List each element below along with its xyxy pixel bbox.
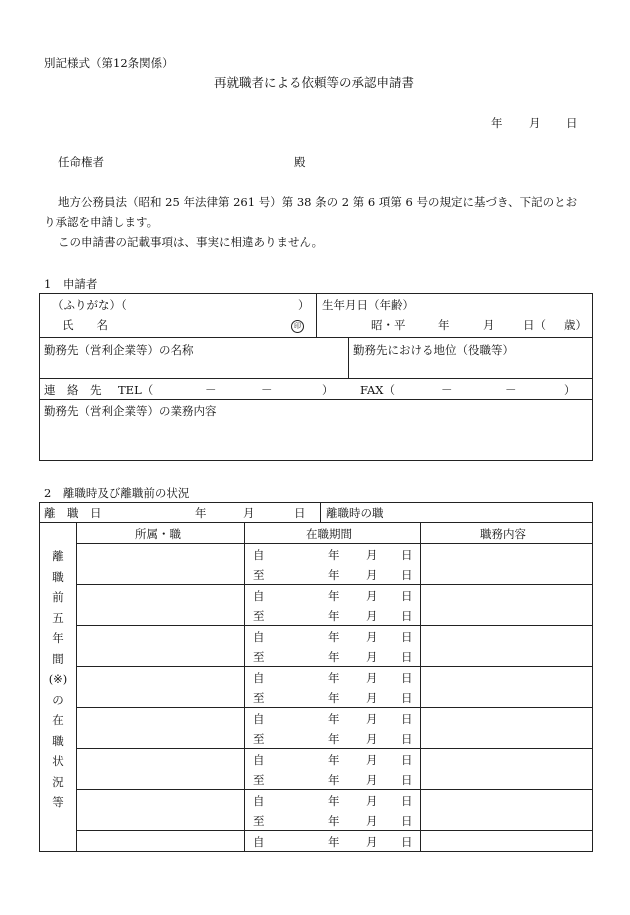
period-month: 月: [366, 712, 378, 726]
contact-label: 連 絡 先: [44, 383, 102, 397]
period-from-label: 自: [253, 753, 265, 767]
period-from-label: 自: [253, 589, 265, 603]
birth-year-label: 年: [438, 318, 450, 332]
period-year: 年: [328, 753, 340, 767]
period-year: 年: [328, 650, 340, 664]
period-from-label: 自: [253, 630, 265, 644]
era-label: 昭・平: [371, 318, 406, 332]
tel-close: ）: [322, 383, 334, 397]
period-to-label: 至: [253, 773, 265, 787]
document-title: 再就職者による依頼等の承認申請書: [214, 75, 415, 90]
fax-label: FAX（: [360, 383, 395, 397]
period-year: 年: [328, 835, 340, 849]
period-day: 日: [401, 671, 413, 685]
period-year: 年: [328, 712, 340, 726]
period-day: 日: [401, 814, 413, 828]
furigana-label: （ふりがな）（: [52, 298, 127, 312]
period-from-label: 自: [253, 794, 265, 808]
period-year: 年: [328, 794, 340, 808]
period-year: 年: [328, 814, 340, 828]
period-day: 日: [401, 753, 413, 767]
date-year: 年: [491, 116, 503, 130]
column-affiliation: 所属・職: [135, 527, 181, 541]
body-paragraph-2: この申請書の記載事項は、事実に相違ありません。: [58, 235, 324, 249]
retirement-date-label: 離 職 日: [44, 506, 102, 520]
period-month: 月: [366, 814, 378, 828]
period-day: 日: [401, 630, 413, 644]
period-year: 年: [328, 691, 340, 705]
period-month: 月: [366, 589, 378, 603]
period-year: 年: [328, 609, 340, 623]
period-year: 年: [328, 589, 340, 603]
furigana-close: ）: [298, 298, 310, 312]
period-month: 月: [366, 630, 378, 644]
employer-position-label: 勤務先における地位（役職等）: [353, 343, 514, 357]
birth-date-label: 生年月日（年齢）: [322, 298, 414, 312]
period-day: 日: [401, 773, 413, 787]
period-day: 日: [401, 794, 413, 808]
fax-close: ）: [564, 383, 576, 397]
retirement-post-label: 離職時の職: [326, 506, 384, 520]
period-year: 年: [328, 671, 340, 685]
tel-label: TEL（: [118, 383, 154, 397]
age-label: 歳）: [564, 318, 587, 332]
column-duties: 職務内容: [480, 527, 526, 541]
employer-name-label: 勤務先（営利企業等）の名称: [44, 343, 194, 357]
period-from-label: 自: [253, 835, 265, 849]
body-paragraph-1-line-2: り承認を申請します。: [44, 215, 159, 229]
retirement-day-label: 日: [294, 506, 306, 520]
period-month: 月: [366, 835, 378, 849]
period-month: 月: [366, 794, 378, 808]
period-day: 日: [401, 548, 413, 562]
period-month: 月: [366, 753, 378, 767]
period-year: 年: [328, 732, 340, 746]
period-to-label: 至: [253, 691, 265, 705]
side-vertical-label: 離 職 前 五 年 間 (※) の 在 職 状 況 等: [48, 549, 68, 809]
body-paragraph-1-line-1: 地方公務員法（昭和 25 年法律第 261 号）第 38 条の 2 第 6 項第 6 号の規定に基づき、下記のとお: [58, 195, 578, 209]
business-label: 勤務先（営利企業等）の業務内容: [44, 404, 217, 418]
tel-dash-1: －: [205, 383, 217, 397]
fax-dash-1: －: [441, 383, 453, 397]
name-label: 氏 名: [62, 318, 108, 332]
addressee-label: 任命権者: [58, 155, 104, 169]
period-month: 月: [366, 671, 378, 685]
period-month: 月: [366, 732, 378, 746]
period-month: 月: [366, 691, 378, 705]
period-month: 月: [366, 609, 378, 623]
date-day: 日: [566, 116, 578, 130]
period-day: 日: [401, 650, 413, 664]
birth-month-label: 月: [483, 318, 495, 332]
period-day: 日: [401, 609, 413, 623]
period-to-label: 至: [253, 732, 265, 746]
period-from-label: 自: [253, 671, 265, 685]
fax-dash-2: －: [505, 383, 517, 397]
period-to-label: 至: [253, 814, 265, 828]
seal-mark: 印: [291, 317, 304, 333]
period-to-label: 至: [253, 650, 265, 664]
period-day: 日: [401, 589, 413, 603]
period-day: 日: [401, 691, 413, 705]
section-2-heading: 2 離職時及び離職前の状況: [44, 486, 190, 500]
form-reference: 別記様式（第12条関係）: [44, 56, 174, 70]
period-year: 年: [328, 548, 340, 562]
period-day: 日: [401, 712, 413, 726]
period-year: 年: [328, 773, 340, 787]
period-to-label: 至: [253, 609, 265, 623]
section-1-heading: 1 申請者: [44, 277, 98, 291]
retirement-year-label: 年: [195, 506, 207, 520]
period-from-label: 自: [253, 548, 265, 562]
column-period: 在職期間: [306, 527, 352, 541]
period-from-label: 自: [253, 712, 265, 726]
period-month: 月: [366, 650, 378, 664]
period-month: 月: [366, 548, 378, 562]
period-day: 日: [401, 568, 413, 582]
date-month: 月: [529, 116, 541, 130]
period-month: 月: [366, 568, 378, 582]
period-day: 日: [401, 732, 413, 746]
tel-dash-2: －: [261, 383, 273, 397]
birth-day-label: 日（: [523, 318, 546, 332]
period-month: 月: [366, 773, 378, 787]
period-year: 年: [328, 568, 340, 582]
honorific: 殿: [294, 155, 306, 169]
period-day: 日: [401, 835, 413, 849]
period-year: 年: [328, 630, 340, 644]
retirement-month-label: 月: [243, 506, 255, 520]
period-to-label: 至: [253, 568, 265, 582]
